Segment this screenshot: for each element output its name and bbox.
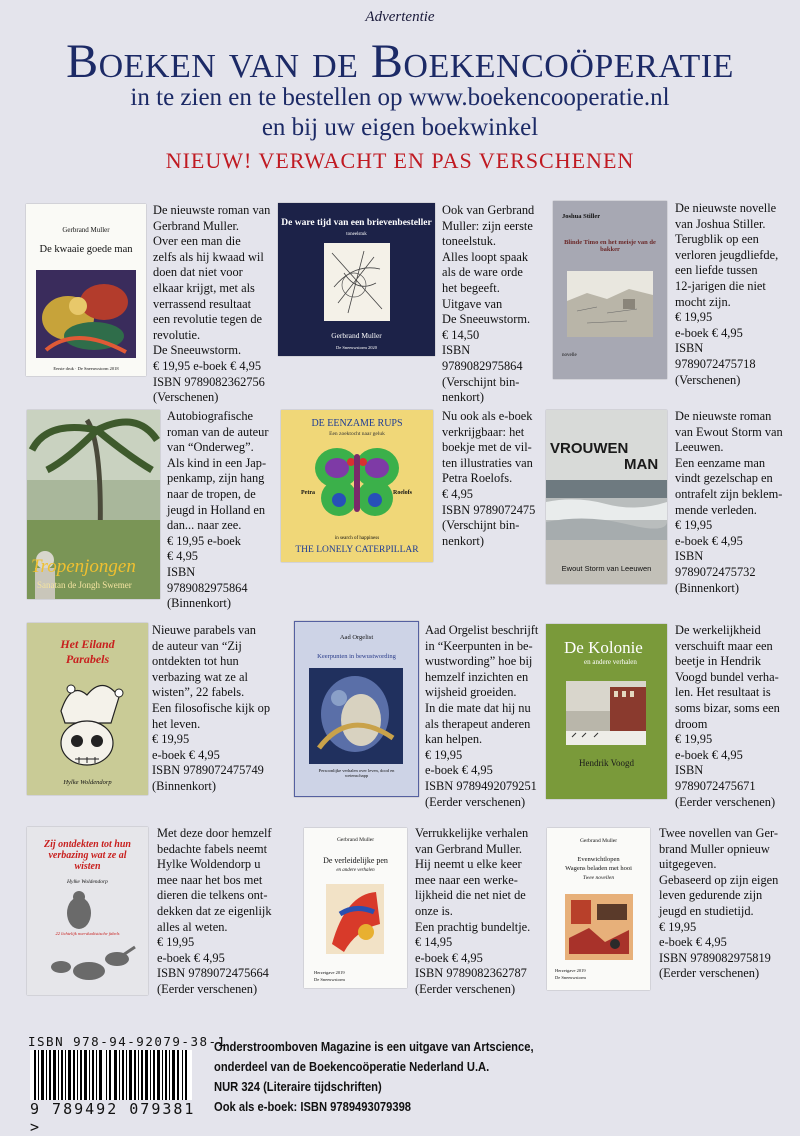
book-cover-eenzame-rups[interactable]: [281, 410, 433, 562]
cover-subtitle: Twee novellen: [582, 875, 615, 881]
book-cover-de-kolonie[interactable]: [546, 624, 667, 799]
cover-author-first: Petra: [301, 490, 315, 496]
cover-title: Keerpunten in bewustwording: [317, 653, 396, 660]
book-description: De werkelijkheid verschuift maar een beetje in Hendrik Voogd bundel verha- len. Het resultaat is soms bizar, soms een droom € 19,95 e-boek € 4,95 ISBN 9789072475671 (Eerder verschenen): [675, 623, 780, 809]
book-cover-kwaaie-goede-man[interactable]: [26, 204, 146, 376]
cover-author: Hylke Woldendorp: [67, 879, 108, 885]
cover-butterfly: [311, 444, 403, 520]
cover-painting: [565, 894, 633, 960]
colophon-line: Ook als e-boek: ISBN 9789493079398: [214, 1099, 412, 1114]
colophon: [214, 1037, 534, 1117]
cover-footer-year: Herzetgave 2019: [555, 968, 586, 973]
book-description: De nieuwste roman van Gerbrand Muller. Over een man die zelfs als hij kwaad wil doen dat niet voor elkaar krijgt, met als verrassend resultaat een revolutie tegen de revolutie. De Sneeuwstorm. € 19,95 e-boek € 4,95 ISBN 9789082362756 (Verschenen): [153, 203, 271, 405]
cover-subtitle: en andere verhalen: [336, 868, 375, 873]
cover-title: De kwaaie goede man: [39, 244, 133, 255]
cover-subtitle: en andere verhalen: [584, 658, 637, 666]
page-title: Boeken van de Boekencoöperatie: [66, 35, 734, 88]
book-description: Ook van Gerbrand Muller: zijn eerste toneelstuk. Alles loopt spaak als de ware orde het begeeft. Uitgave van De Sneeuwstorm. € 14,50 ISBN 9789082975864 (Verschijnt bin- nenkort): [442, 203, 535, 405]
book-cover-zij-ontdekten[interactable]: [27, 827, 148, 995]
book-cover-verleidelijke-pen[interactable]: [304, 828, 407, 988]
cover-title-line2: Parabels: [65, 652, 110, 666]
advert-label: Advertentie: [365, 9, 435, 25]
book-cover-vrouwen-man[interactable]: [546, 410, 667, 584]
book-cover-blinde-timo[interactable]: [553, 201, 667, 379]
cover-author: Ewout Storm van Leeuwen: [561, 564, 652, 573]
isbn-label: ISBN 978-94-92079-38-1: [28, 1034, 227, 1049]
barcode-digits: 9 789492 079381 >: [30, 1100, 200, 1136]
colophon-line: Onderstroomboven Magazine is een uitgave van Artscience,: [214, 1039, 534, 1054]
cover-footer: De Sneeuwstorm 2020: [336, 345, 377, 350]
book-cover-keerpunten[interactable]: [294, 621, 419, 797]
cover-author-last: Roelofs: [393, 490, 412, 496]
page-subtitle-bookshop: en bij uw eigen boekwinkel: [261, 114, 539, 141]
cover-title: Tropenjongen: [31, 556, 136, 577]
book-cover-tropenjongen[interactable]: [27, 410, 160, 599]
colophon-line: onderdeel van de Boekencoöperatie Nederland U.A.: [214, 1059, 490, 1074]
cover-author: Joshua Stiller: [562, 213, 601, 220]
cover-title-line2: Wagens beladen met hooi: [565, 865, 632, 872]
cover-subtitle: toneelstuk: [346, 232, 367, 237]
cover-footer-publisher: De Sneeuwstorm: [555, 975, 586, 980]
cover-title: DE EENZAME RUPS: [311, 418, 403, 429]
cover-footer: Persoonlijke verhalen over leven, dood en wetenschapp: [318, 768, 395, 778]
cover-author: Gerbrand Muller: [579, 838, 618, 844]
book-description: Aad Orgelist beschrijft in “Keerpunten in be- wustwording” hoe bij hemzelf inzichten en wijsheid groeiden. In die mate dat hij nu als therapeut anderen kan helpen. € 19,95 e-boek € 4,95 ISBN 9789492079251 (Eerder verschenen): [425, 623, 539, 809]
cover-skull-jester: [41, 671, 133, 775]
cover-sketch: [324, 243, 390, 321]
book-description: Autobiografische roman van de auteur van “Onderweg”. Als kind in een Jap- penkamp, zijn hang naar de tropen, de jeugd in Holland en dan... naar zee. € 19,95 e-boek € 4,95 ISBN 9789082975864 (Binnenkort): [167, 409, 269, 611]
cover-title-line2: MAN: [624, 456, 659, 473]
cover-author: Hendrik Voogd: [579, 758, 634, 768]
book-description: Nieuwe parabels van de auteur van “Zij ontdekten tot hun verbazing wat ze al wisten”, 22 fabels. Een filosofische kijk op het leven. € 19,95 e-boek € 4,95 ISBN 9789072475749 (Binnenkort): [152, 623, 271, 793]
book-cover-evenwichtlopen[interactable]: [547, 828, 650, 990]
cover-title-line1: VROUWEN: [550, 440, 629, 457]
cover-photo-buildings: [566, 681, 646, 745]
cover-animals: [39, 889, 137, 989]
cover-painting: [36, 270, 136, 358]
cover-title-english: THE LONELY CATERPILLAR: [295, 545, 419, 555]
cover-painting: [326, 884, 384, 954]
cover-footer: 22 lichtelijk non-dualistische fabels: [55, 931, 120, 936]
new-releases-heading: NIEUW! VERWACHT EN PAS VERSCHENEN: [165, 148, 635, 173]
book-description: Verrukkelijke verhalen van Gerbrand Muller. Hij neemt u elke keer mee naar een werke- lijkheid die net niet de onze is. Een prachtig bundeltje. € 14,95 e-boek € 4,95 ISBN 9789082362787 (Eerder verschenen): [415, 826, 531, 996]
cover-footer-publisher: De Sneeuwstorm: [314, 977, 345, 982]
cover-title: Blinde Timo en het meisje van de bakker: [564, 239, 656, 253]
book-description: Met deze door hemzelf bedachte fabels neemt Hylke Woldendorp u mee naar het bos met dieren die telkens ont- dekken dat ze eigenlijk alles al weten. € 19,95 e-boek € 4,95 ISBN 9789072475664 (Eerder verschenen): [157, 826, 272, 996]
cover-tagline: in search of happiness: [334, 536, 380, 541]
book-description: Nu ook als e-boek verkrijgbaar: het boekje met de vil- ten illustraties van Petra Roelofs. € 4,95 ISBN 9789072475 (Verschijnt bin- nenkort): [442, 409, 536, 548]
cover-genre: novelle: [562, 353, 577, 358]
cover-title: Zij ontdekten tot hun verbazing wat ze al wisten: [44, 839, 131, 872]
book-cover-ware-tijd[interactable]: [278, 203, 435, 356]
cover-author: Hylke Woldendorp: [63, 779, 112, 786]
book-description: De nieuwste roman van Ewout Storm van Leeuwen. Een eenzame man vindt gezelschap en ontrafelt zijn beklem- mende verleden. € 19,95 e-boek € 4,95 ISBN 9789072475732 (Binnenkort): [675, 409, 783, 595]
page-subtitle-website: in te zien en te bestellen op www.boekencooperatie.nl: [130, 84, 670, 111]
cover-title-line1: Het Eiland: [60, 637, 115, 651]
cover-author: Sanatan de Jongh Swemer: [37, 580, 132, 590]
cover-author: Gerbrand Muller: [62, 226, 110, 234]
cover-landscape: [567, 271, 653, 337]
book-cover-het-eiland[interactable]: [27, 623, 148, 795]
cover-title: De verleidelijke pen: [323, 856, 388, 865]
cover-subtitle: Een zoektocht naar geluk: [329, 431, 385, 437]
book-description: De nieuwste novelle van Joshua Stiller. Terugblik op een verloren jeugdliefde, een liefde tussen 12-jarigen die niet mocht zijn. € 19,95 e-boek € 4,95 ISBN 9789072475718 (Verschenen): [675, 201, 779, 387]
cover-painting: [309, 668, 403, 764]
cover-author: Gerbrand Muller: [336, 837, 375, 843]
cover-author: Gerbrand Muller: [331, 331, 382, 340]
cover-footer-year: Herzetgave 2019: [314, 970, 345, 975]
cover-title-line1: Evenwichtlopen: [577, 856, 620, 863]
cover-author: Aad Orgelist: [339, 634, 374, 641]
barcode: [30, 1050, 192, 1106]
cover-title: De Kolonie: [564, 638, 643, 657]
book-description: Twee novellen van Ger- brand Muller opnieuw uitgegeven. Gebaseerd op zijn eigen leven gedurende zijn jeugd en studietijd. € 19,95 e-boek € 4,95 ISBN 9789082975819 (Eerder verschenen): [659, 826, 779, 981]
cover-photo-sea: [546, 410, 667, 584]
colophon-line: NUR 324 (Literaire tijdschriften): [214, 1079, 382, 1094]
cover-title: De ware tijd van een brievenbesteller: [281, 218, 432, 228]
cover-footer: Eerste druk · De Sneeuwstorm 2018: [53, 366, 119, 371]
